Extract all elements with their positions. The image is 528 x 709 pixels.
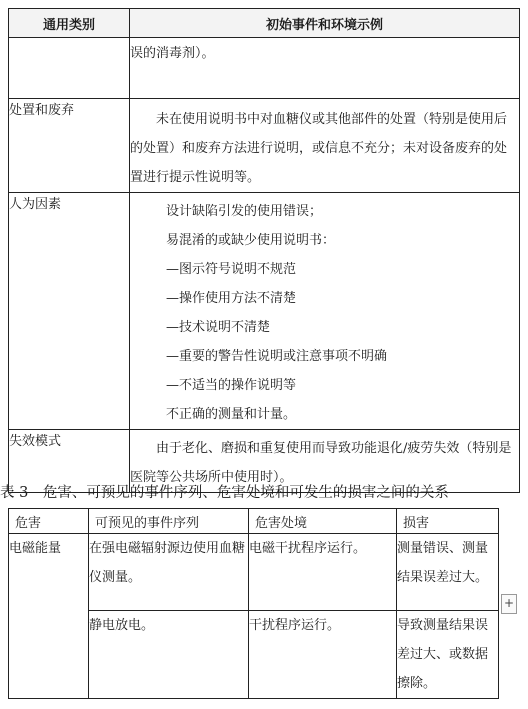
category-cell: 人为因素: [9, 193, 130, 430]
category-cell: [9, 38, 130, 99]
sequence-cell: 在强电磁辐射源边使用血糖仪测量。: [89, 534, 249, 611]
situation-cell: 干扰程序运行。: [249, 611, 397, 699]
example-cell: [130, 193, 520, 430]
list-item: —操作使用方法不清楚: [166, 291, 297, 306]
table-row: [9, 99, 520, 193]
header-general-category: 通用类别: [9, 9, 130, 38]
situation-cell: 电磁干扰程序运行。: [249, 534, 397, 611]
header-initial-events: 初始事件和环境示例: [130, 9, 520, 38]
category-cell: 失效模式: [9, 430, 130, 493]
harm-cell: 导致测量结果误差过大、或数据擦除。: [397, 611, 499, 699]
harm-cell: 测量错误、测量结果误差过大。: [397, 534, 499, 611]
list-item: —不适当的操作说明等: [166, 378, 297, 393]
header-hazard: 危害: [9, 509, 89, 534]
header-harm: 损害: [397, 509, 499, 534]
list-item: —技术说明不清楚: [166, 320, 271, 335]
hazard-cell: 电磁能量: [9, 534, 89, 699]
list-item: 不正确的测量和计量。: [166, 407, 297, 422]
header-sequence: 可预见的事件序列: [89, 509, 249, 534]
list-item: —图示符号说明不规范: [166, 262, 297, 277]
sequence-cell: 静电放电。: [89, 611, 249, 699]
table-row: [9, 38, 520, 99]
table-caption: 表 3 危害、可预见的事件序列、危害处境和可发生的损害之间的关系: [0, 485, 449, 501]
table-row: [9, 534, 499, 611]
table-row: [9, 193, 520, 430]
list-item: —重要的警告性说明或注意事项不明确: [166, 349, 388, 364]
example-cell: 未在使用说明书中对血糖仪或其他部件的处置（特别是使用后的处置）和废弃方法进行说明，或信息不充分；未对设备废弃的处置进行提示性说明等。: [130, 99, 520, 193]
add-row-button[interactable]: +: [501, 594, 517, 614]
list-item: 易混淆的或缺少使用说明书：: [166, 233, 336, 248]
header-situation: 危害处境: [249, 509, 397, 534]
initial-events-table: [8, 8, 520, 493]
table-header-row: [9, 509, 499, 534]
category-cell: 处置和废弃: [9, 99, 130, 193]
example-cell: 误的消毒剂）。: [130, 38, 520, 99]
list-item: 设计缺陷引发的使用错误；: [166, 204, 323, 219]
example-cell: 由于老化、磨损和重复使用而导致功能退化/疲劳失效（特别是医院等公共场所中使用时）。: [130, 430, 520, 493]
table-header-row: [9, 9, 520, 38]
hazard-relationship-table: [8, 508, 499, 699]
